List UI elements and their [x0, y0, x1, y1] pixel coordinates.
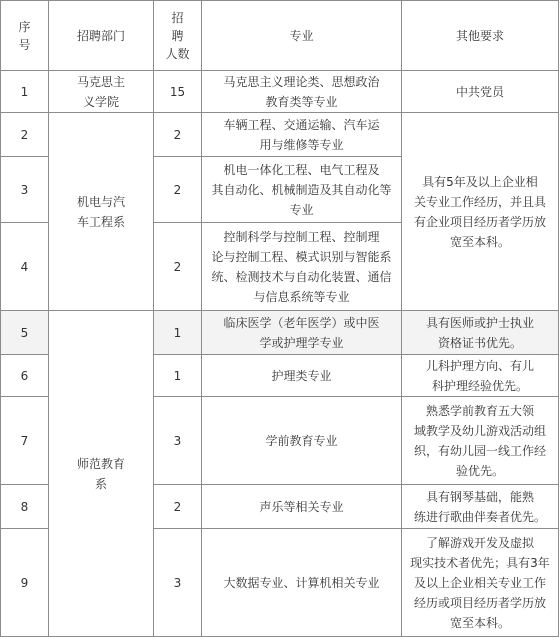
row-number: 6: [1, 355, 49, 397]
table-row: [1, 71, 559, 113]
header-requirements: 其他要求: [402, 1, 559, 71]
major-cell: 马克思主义理论类、思想政治 教育类等专业: [202, 71, 402, 113]
count-cell: 2: [154, 157, 202, 223]
count-cell: 2: [154, 485, 202, 529]
major-cell: 护理类专业: [202, 355, 402, 397]
major-cell: 学前教育专业: [202, 397, 402, 485]
header-major: 专业: [202, 1, 402, 71]
major-cell: 声乐等相关专业: [202, 485, 402, 529]
major-cell: 临床医学（老年医学）或中医 学或护理学专业: [202, 311, 402, 355]
major-cell: 大数据专业、计算机相关专业: [202, 529, 402, 637]
header-number: 序 号: [1, 1, 49, 71]
department-cell: 机电与汽 车工程系: [49, 113, 154, 311]
requirement-cell: 具有钢琴基础，能熟 练进行歌曲伴奏者优先。: [402, 485, 559, 529]
count-cell: 3: [154, 529, 202, 637]
requirement-cell: 具有5年及以上企业相 关专业工作经历，并且具 有企业项目经历者学历放 宽至本科。: [402, 113, 559, 311]
header-count: 招 聘 人数: [154, 1, 202, 71]
department-cell: 师范教育 系: [49, 311, 154, 637]
requirement-cell: 了解游戏开发及虚拟 现实技术者优先；具有3年 及以上企业相关专业工作 经历或项目经历者学历放 宽至本科。: [402, 529, 559, 637]
count-cell: 1: [154, 355, 202, 397]
row-number: 7: [1, 397, 49, 485]
row-number: 9: [1, 529, 49, 637]
row-number: 5: [1, 311, 49, 355]
count-cell: 2: [154, 113, 202, 157]
count-cell: 1: [154, 311, 202, 355]
row-number: 3: [1, 157, 49, 223]
requirement-cell: 中共党员: [402, 71, 559, 113]
major-cell: 机电一体化工程、电气工程及 其自动化、机械制造及其自动化等 专业: [202, 157, 402, 223]
row-number: 2: [1, 113, 49, 157]
count-cell: 15: [154, 71, 202, 113]
table-row: [1, 311, 559, 355]
table-header-row: [1, 1, 559, 71]
requirement-cell: 具有医师或护士执业 资格证书优先。: [402, 311, 559, 355]
count-cell: 2: [154, 223, 202, 311]
table-row: [1, 113, 559, 157]
requirement-cell: 儿科护理方向、有儿 科护理经验优先。: [402, 355, 559, 397]
major-cell: 车辆工程、交通运输、汽车运 用与维修等专业: [202, 113, 402, 157]
count-cell: 3: [154, 397, 202, 485]
header-department: 招聘部门: [49, 1, 154, 71]
major-cell: 控制科学与控制工程、控制理 论与控制工程、模式识别与智能系 统、检测技术与自动化装置、通信 与信息系统等专业: [202, 223, 402, 311]
requirement-cell: 熟悉学前教育五大领 域教学及幼儿游戏活动组 织，有幼儿园一线工作经 验优先。: [402, 397, 559, 485]
department-cell: 马克思主 义学院: [49, 71, 154, 113]
row-number: 4: [1, 223, 49, 311]
row-number: 8: [1, 485, 49, 529]
row-number: 1: [1, 71, 49, 113]
